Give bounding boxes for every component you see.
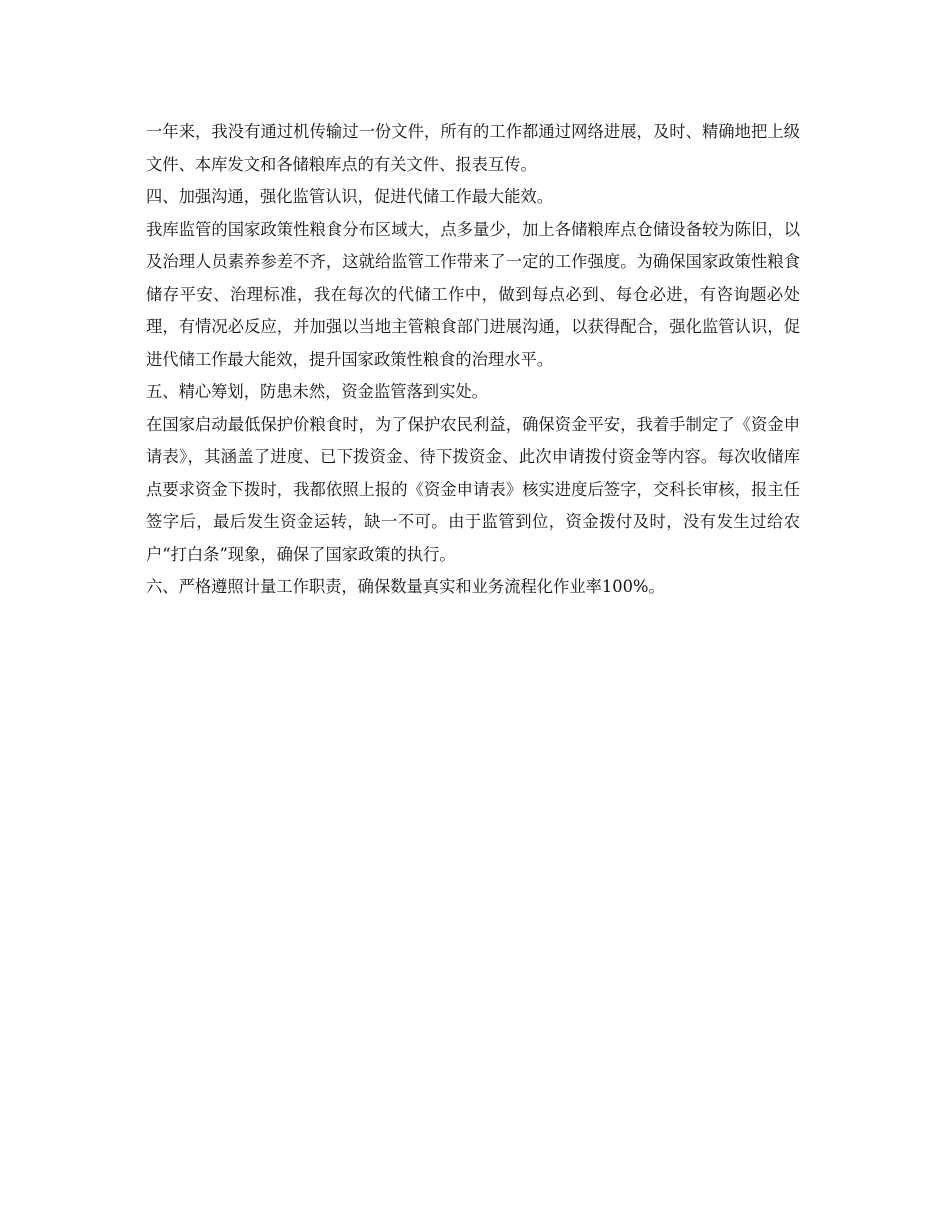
section-heading-five: 五、精心筹划，防患未然，资金监管落到实处。 (146, 382, 488, 401)
section-heading-six: 六、严格遵照计量工作职责，确保数量真实和业务流程化作业率100%。 (146, 577, 665, 596)
paragraph-funds: 在国家启动最低保护价粮食时，为了保护农民利益，确保资金平安，我着手制定了《资金申请表》，其涵盖了进度、已下拨资金、待下拨资金、此次申请拨付资金等内容。每次收储库点要求资金下拨时，我都依照上报的《资金申请表》核实进度后签字，交科长审核，报主任签字后，最后发生资金运转，缺一不可。由于监管到位，资金拨付及时，没有发生过给农户“打白条”现象，确保了国家政策的执行。 (146, 414, 800, 564)
document-body (146, 116, 800, 604)
paragraph-supervision: 我库监管的国家政策性粮食分布区域大，点多量少，加上各储粮库点仓储设备较为陈旧，以及治理人员素养参差不齐，这就给监管工作带来了一定的工作强度。为确保国家政策性粮食储存平安、治理标准，我在每次的代储工作中，做到每点必到、每仓必进，有咨询题必处理，有情况必反应，并加强以当地主管粮食部门进展沟通，以获得配合，强化监管认识，促进代储工作最大能效，提升国家政策性粮食的治理水平。 (146, 219, 800, 369)
paragraph-file-transfer: 一年来，我没有通过机传输过一份文件，所有的工作都通过网络进展，及时、精确地把上级文件、本库发文和各储粮库点的有关文件、报表互传。 (146, 122, 800, 174)
section-heading-four: 四、加强沟通，强化监管认识，促进代储工作最大能效。 (146, 187, 554, 206)
